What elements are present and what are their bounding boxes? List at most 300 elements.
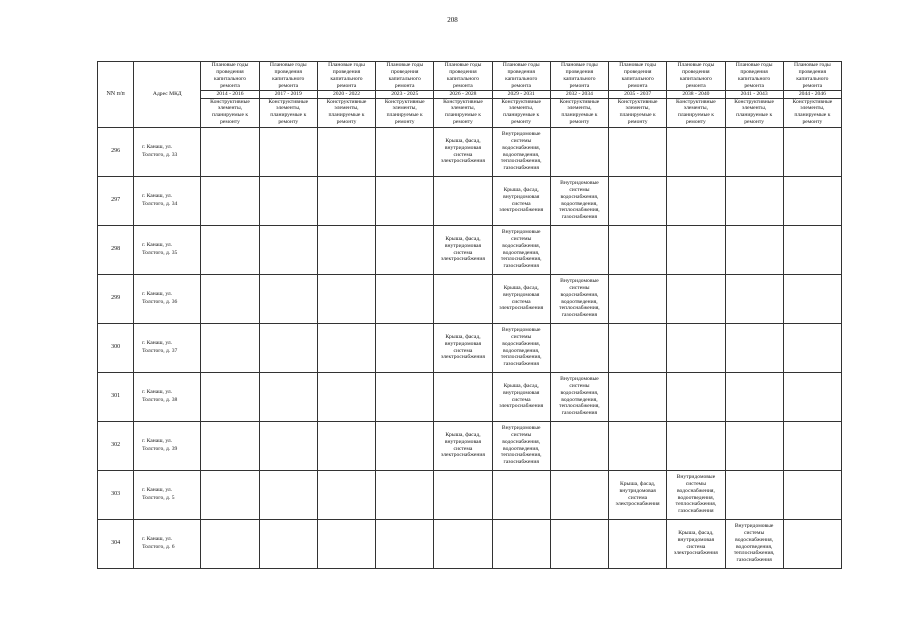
text-line: Конструктивные — [559, 98, 600, 105]
text-line: ремонту — [394, 119, 415, 126]
text-line: элементы, — [509, 105, 534, 112]
text-line: капитального — [330, 75, 363, 82]
text-line: Внутридомовые — [734, 522, 774, 529]
text-line: проведения — [332, 68, 361, 75]
text-line: г. Канаш, ул. — [142, 144, 173, 151]
text-line: Внутридомовые — [560, 179, 599, 186]
empty-cell — [783, 225, 841, 274]
text-line: Толстого, д. 35 — [142, 249, 178, 256]
period-range: 2035 - 2037 — [609, 90, 666, 98]
empty-cell — [201, 421, 259, 470]
empty-cell — [667, 176, 725, 225]
text-line: планируемые к — [677, 112, 714, 119]
text-line: капитального — [796, 75, 829, 82]
text-line: проведения — [449, 68, 477, 75]
repair-elements-cell — [609, 470, 667, 519]
repair-elements-cell — [434, 421, 492, 470]
text-line: Толстого, д. 5 — [142, 494, 175, 501]
empty-cell — [609, 323, 667, 372]
text-line: электроснабжения — [440, 354, 485, 361]
text-line: ремонту — [336, 119, 357, 126]
text-line: ремонта — [336, 82, 357, 89]
text-line: ремонта — [278, 82, 299, 89]
text-line: элементы, — [567, 105, 592, 112]
text-line: Плановые годы — [619, 62, 657, 68]
text-line: элементы, — [334, 105, 359, 112]
empty-cell — [259, 274, 317, 323]
text-line: внутридомовая — [619, 487, 656, 494]
empty-cell — [376, 274, 434, 323]
text-line: Плановые годы — [211, 62, 249, 68]
text-line: теплоснабжения, — [559, 403, 600, 410]
text-line: ремонту — [744, 119, 765, 126]
text-line: элементы, — [217, 105, 243, 112]
repair-elements-cell — [550, 372, 608, 421]
text-line: водоотведения, — [503, 249, 540, 256]
empty-cell — [609, 274, 667, 323]
empty-cell — [259, 225, 317, 274]
text-line: электроснабжения — [673, 550, 718, 557]
empty-cell — [609, 176, 667, 225]
empty-cell — [376, 323, 434, 372]
period-header-5 — [492, 62, 550, 99]
row-number: 299 — [98, 274, 134, 323]
empty-cell — [201, 470, 259, 519]
text-line: Крыша, фасад, — [620, 480, 656, 487]
text-line: система — [511, 396, 531, 403]
period-range: 2026 - 2028 — [434, 90, 491, 98]
text-line: системы — [511, 431, 532, 438]
empty-cell — [783, 274, 841, 323]
text-line: газоснабжения — [561, 214, 598, 221]
period-header-3 — [376, 62, 434, 99]
address-cell — [134, 519, 201, 568]
text-line: элементы, — [276, 105, 301, 112]
empty-cell — [259, 127, 317, 176]
text-line: планируемые к — [211, 112, 249, 119]
empty-cell — [317, 519, 375, 568]
text-line: планируемые к — [736, 112, 773, 119]
empty-cell — [317, 372, 375, 421]
empty-cell — [783, 176, 841, 225]
text-line: система — [453, 151, 473, 158]
repair-elements-cell — [434, 127, 492, 176]
text-line: г. Канаш, ул. — [142, 340, 173, 347]
repair-elements-cell — [492, 176, 550, 225]
text-line: ремонта — [453, 82, 473, 89]
text-line: ремонта — [220, 82, 240, 89]
text-line: система — [453, 249, 473, 256]
period-range: 2020 - 2022 — [318, 90, 375, 98]
text-line: Внутридомовые — [501, 228, 541, 235]
empty-cell — [609, 127, 667, 176]
empty-cell — [376, 519, 434, 568]
text-line: водоотведения, — [503, 347, 540, 354]
period-range: 2044 - 2046 — [784, 90, 841, 98]
text-line: проведения — [740, 68, 768, 75]
text-line: Крыша, фасад, — [503, 382, 539, 389]
empty-cell — [259, 470, 317, 519]
text-line: электроснабжения — [440, 158, 485, 165]
empty-cell — [317, 421, 375, 470]
period-header-1 — [259, 62, 317, 99]
period-range: 2038 - 2040 — [667, 90, 724, 98]
empty-cell — [376, 421, 434, 470]
empty-cell — [783, 372, 841, 421]
text-line: внутридомовая — [444, 242, 482, 249]
text-line: элементы, — [450, 105, 476, 112]
table-row — [98, 127, 842, 176]
empty-cell — [725, 176, 783, 225]
empty-cell — [667, 127, 725, 176]
address-cell — [134, 372, 201, 421]
text-line: системы — [511, 235, 532, 242]
empty-cell — [317, 127, 375, 176]
text-line: внутридомовая — [503, 291, 540, 298]
text-line: газоснабжения — [678, 508, 714, 515]
text-line: проведения — [565, 68, 594, 75]
text-line: системы — [569, 186, 590, 193]
text-line: газоснабжения — [503, 361, 539, 368]
text-line: проведения — [623, 68, 652, 75]
elements-header-9 — [725, 98, 783, 127]
period-header-10 — [783, 62, 841, 99]
empty-cell — [667, 323, 725, 372]
repair-elements-cell — [492, 421, 550, 470]
text-line: Плановые годы — [561, 62, 598, 68]
empty-cell — [259, 372, 317, 421]
text-line: электроснабжения — [499, 207, 544, 214]
text-line: Крыша, фасад, — [678, 529, 714, 536]
period-header-7 — [609, 62, 667, 99]
text-line: проведения — [798, 68, 827, 75]
text-line: Плановые годы — [735, 62, 773, 68]
text-line: Конструктивные — [443, 98, 483, 105]
empty-cell — [317, 323, 375, 372]
empty-cell — [201, 372, 259, 421]
page-number: 208 — [447, 16, 458, 24]
empty-cell — [201, 225, 259, 274]
text-line: водоснабжения, — [735, 536, 774, 543]
text-line: теплоснабжения, — [733, 550, 775, 557]
empty-cell — [550, 519, 608, 568]
text-line: капитального — [505, 75, 538, 82]
text-line: ремонту — [511, 119, 532, 126]
text-line: ремонту — [453, 119, 473, 126]
text-line: Конструктивные — [384, 98, 425, 105]
elements-header-7 — [609, 98, 667, 127]
text-line: проведения — [216, 68, 244, 75]
text-line: водоснабжения, — [502, 438, 541, 445]
empty-cell — [434, 274, 492, 323]
elements-header-8 — [667, 98, 725, 127]
elements-header-10 — [783, 98, 841, 127]
period-range: 2023 - 2025 — [376, 90, 433, 98]
text-line: элементы, — [742, 105, 767, 112]
empty-cell — [609, 372, 667, 421]
text-line: ремонта — [394, 82, 415, 89]
text-line: внутридомовая — [444, 144, 482, 151]
table-row — [98, 176, 842, 225]
text-line: г. Канаш, ул. — [142, 242, 173, 249]
text-line: электроснабжения — [440, 256, 485, 263]
text-line: г. Канаш, ул. — [142, 438, 173, 445]
text-line: Конструктивные — [792, 98, 833, 105]
empty-cell — [259, 421, 317, 470]
text-line: Крыша, фасад, — [445, 137, 481, 144]
text-line: водоснабжения, — [502, 144, 541, 151]
text-line: ремонта — [627, 82, 648, 89]
text-line: Конструктивные — [617, 98, 658, 105]
text-line: проведения — [507, 68, 535, 75]
empty-cell — [725, 421, 783, 470]
text-line: системы — [569, 284, 590, 291]
text-line: теплоснабжения, — [559, 305, 600, 312]
text-line: г. Канаш, ул. — [142, 389, 173, 396]
text-line: ремонту — [627, 119, 648, 126]
text-line: ремонту — [220, 119, 240, 126]
period-header-6 — [550, 62, 608, 99]
repair-elements-cell — [492, 323, 550, 372]
text-line: Крыша, фасад, — [445, 333, 481, 340]
text-line: планируемые к — [386, 112, 423, 119]
text-line: ремонта — [744, 82, 764, 89]
text-line: элементы, — [800, 105, 825, 112]
text-line: внутридомовая — [503, 193, 540, 200]
text-line: Крыша, фасад, — [503, 284, 539, 291]
elements-header-5 — [492, 98, 550, 127]
text-line: системы — [685, 480, 706, 487]
text-line: водоотведения, — [561, 396, 598, 403]
text-line: система — [511, 200, 531, 207]
period-header-8 — [667, 62, 725, 99]
row-number: 302 — [98, 421, 134, 470]
text-line: капитального — [738, 75, 771, 82]
text-line: система — [686, 543, 706, 550]
text-line: водоснабжения, — [560, 389, 599, 396]
empty-cell — [434, 372, 492, 421]
text-line: внутридомовая — [677, 536, 715, 543]
text-line: газоснабжения — [561, 410, 598, 417]
text-line: Конструктивные — [326, 98, 367, 105]
period-range: 2014 - 2016 — [201, 90, 258, 98]
text-line: системы — [569, 382, 590, 389]
empty-cell — [201, 127, 259, 176]
repair-elements-cell — [550, 176, 608, 225]
repair-elements-cell — [725, 519, 783, 568]
repair-elements-cell — [492, 127, 550, 176]
row-number: 300 — [98, 323, 134, 372]
text-line: газоснабжения — [736, 557, 772, 564]
text-line: Плановые годы — [386, 62, 424, 68]
elements-header-1 — [259, 98, 317, 127]
text-line: водоотведения, — [677, 494, 715, 501]
elements-header-4 — [434, 98, 492, 127]
text-line: внутридомовая — [503, 389, 540, 396]
text-line: система — [628, 494, 648, 501]
empty-cell — [434, 176, 492, 225]
text-line: водоснабжения, — [502, 340, 541, 347]
empty-cell — [376, 225, 434, 274]
text-line: Толстого, д. 37 — [142, 347, 178, 354]
address-cell — [134, 176, 201, 225]
text-line: ремонта — [511, 82, 531, 89]
empty-cell — [783, 470, 841, 519]
text-line: элементы, — [625, 105, 650, 112]
elements-header-2 — [317, 98, 375, 127]
empty-cell — [725, 225, 783, 274]
text-line: ремонту — [802, 119, 823, 126]
text-line: водоотведения, — [561, 298, 598, 305]
address-cell — [134, 421, 201, 470]
table-row — [98, 274, 842, 323]
text-line: системы — [511, 137, 532, 144]
text-line: газоснабжения — [561, 312, 598, 319]
text-line: теплоснабжения, — [675, 501, 717, 508]
text-line: проведения — [682, 68, 710, 75]
text-line: Плановые годы — [793, 62, 831, 68]
empty-cell — [201, 519, 259, 568]
text-line: планируемые к — [444, 112, 481, 119]
text-line: капитального — [272, 75, 305, 82]
text-line: Внутридомовые — [560, 277, 599, 284]
empty-cell — [667, 421, 725, 470]
repair-elements-cell — [492, 274, 550, 323]
text-line: ремонту — [278, 119, 299, 126]
text-line: капитального — [621, 75, 654, 82]
text-line: Крыша, фасад, — [445, 235, 481, 242]
repair-elements-cell — [434, 225, 492, 274]
period-range: 2041 - 2043 — [726, 90, 783, 98]
table-row — [98, 421, 842, 470]
address-cell — [134, 274, 201, 323]
empty-cell — [376, 470, 434, 519]
text-line: Внутридомовые — [501, 326, 541, 333]
text-line: Внутридомовые — [676, 473, 716, 480]
text-line: Внутридомовые — [560, 375, 599, 382]
text-line: водоснабжения, — [676, 487, 715, 494]
text-line: системы — [511, 333, 532, 340]
text-line: система — [511, 298, 531, 305]
empty-cell — [783, 421, 841, 470]
empty-cell — [550, 421, 608, 470]
empty-cell — [492, 470, 550, 519]
text-line: электроснабжения — [499, 403, 544, 410]
text-line: ремонта — [686, 82, 706, 89]
text-line: водоснабжения, — [502, 242, 541, 249]
text-line: планируемые к — [794, 112, 831, 119]
text-line: г. Канаш, ул. — [142, 291, 173, 298]
text-line: элементы, — [392, 105, 417, 112]
text-line: г. Канаш, ул. — [142, 193, 173, 200]
text-line: г. Канаш, ул. — [142, 487, 173, 494]
text-line: планируемые к — [270, 112, 307, 119]
text-line: Конструктивные — [676, 98, 716, 105]
text-line: водоснабжения, — [560, 193, 599, 200]
empty-cell — [725, 274, 783, 323]
text-line: внутридомовая — [444, 438, 482, 445]
empty-cell — [783, 519, 841, 568]
text-line: Плановые годы — [502, 62, 540, 68]
text-line: Толстого, д. 33 — [142, 151, 178, 158]
empty-cell — [609, 519, 667, 568]
text-line: газоснабжения — [503, 459, 539, 466]
table-row — [98, 372, 842, 421]
text-line: капитального — [679, 75, 712, 82]
empty-cell — [492, 519, 550, 568]
row-number: 297 — [98, 176, 134, 225]
empty-cell — [317, 470, 375, 519]
text-line: Конструктивные — [210, 98, 250, 105]
text-line: водоотведения, — [735, 543, 773, 550]
text-line: проведения — [274, 68, 302, 75]
empty-cell — [550, 225, 608, 274]
address-cell — [134, 470, 201, 519]
row-number: 304 — [98, 519, 134, 568]
empty-cell — [725, 372, 783, 421]
table-body — [98, 127, 842, 568]
text-line: Конструктивные — [501, 98, 542, 105]
text-line: водоотведения, — [503, 445, 540, 452]
address-cell — [134, 323, 201, 372]
table-header — [98, 62, 842, 128]
empty-cell — [550, 127, 608, 176]
text-line: планируемые к — [328, 112, 365, 119]
capital-repair-table — [97, 61, 842, 569]
text-line: система — [453, 445, 473, 452]
empty-cell — [783, 323, 841, 372]
empty-cell — [259, 176, 317, 225]
row-number: 301 — [98, 372, 134, 421]
text-line: Толстого, д. 38 — [142, 396, 178, 403]
table-row — [98, 225, 842, 274]
empty-cell — [550, 323, 608, 372]
text-line: Конструктивные — [268, 98, 309, 105]
row-number: 298 — [98, 225, 134, 274]
row-number: 303 — [98, 470, 134, 519]
row-number: 296 — [98, 127, 134, 176]
text-line: система — [453, 347, 473, 354]
text-line: планируемые к — [561, 112, 598, 119]
text-line: Внутридомовые — [501, 130, 541, 137]
text-line: теплоснабжения, — [500, 354, 542, 361]
empty-cell — [667, 225, 725, 274]
empty-cell — [317, 274, 375, 323]
text-line: Крыша, фасад, — [445, 431, 481, 438]
text-line: Толстого, д. 34 — [142, 200, 178, 207]
text-line: ремонта — [802, 82, 823, 89]
repair-elements-cell — [550, 274, 608, 323]
text-line: водоснабжения, — [560, 291, 599, 298]
empty-cell — [376, 176, 434, 225]
empty-cell — [317, 225, 375, 274]
text-line: Толстого, д. 36 — [142, 298, 178, 305]
text-line: Плановые годы — [328, 62, 365, 68]
empty-cell — [550, 470, 608, 519]
empty-cell — [201, 176, 259, 225]
repair-elements-cell — [434, 323, 492, 372]
period-range: 2032 - 2034 — [551, 90, 608, 98]
text-line: ремонту — [686, 119, 706, 126]
text-line: водоотведения, — [561, 200, 598, 207]
text-line: внутридомовая — [444, 340, 482, 347]
empty-cell — [201, 274, 259, 323]
empty-cell — [201, 323, 259, 372]
table-row — [98, 323, 842, 372]
text-line: электроснабжения — [615, 501, 660, 508]
period-range: 2017 - 2019 — [260, 90, 317, 98]
text-line: Толстого, д. 6 — [142, 543, 175, 550]
